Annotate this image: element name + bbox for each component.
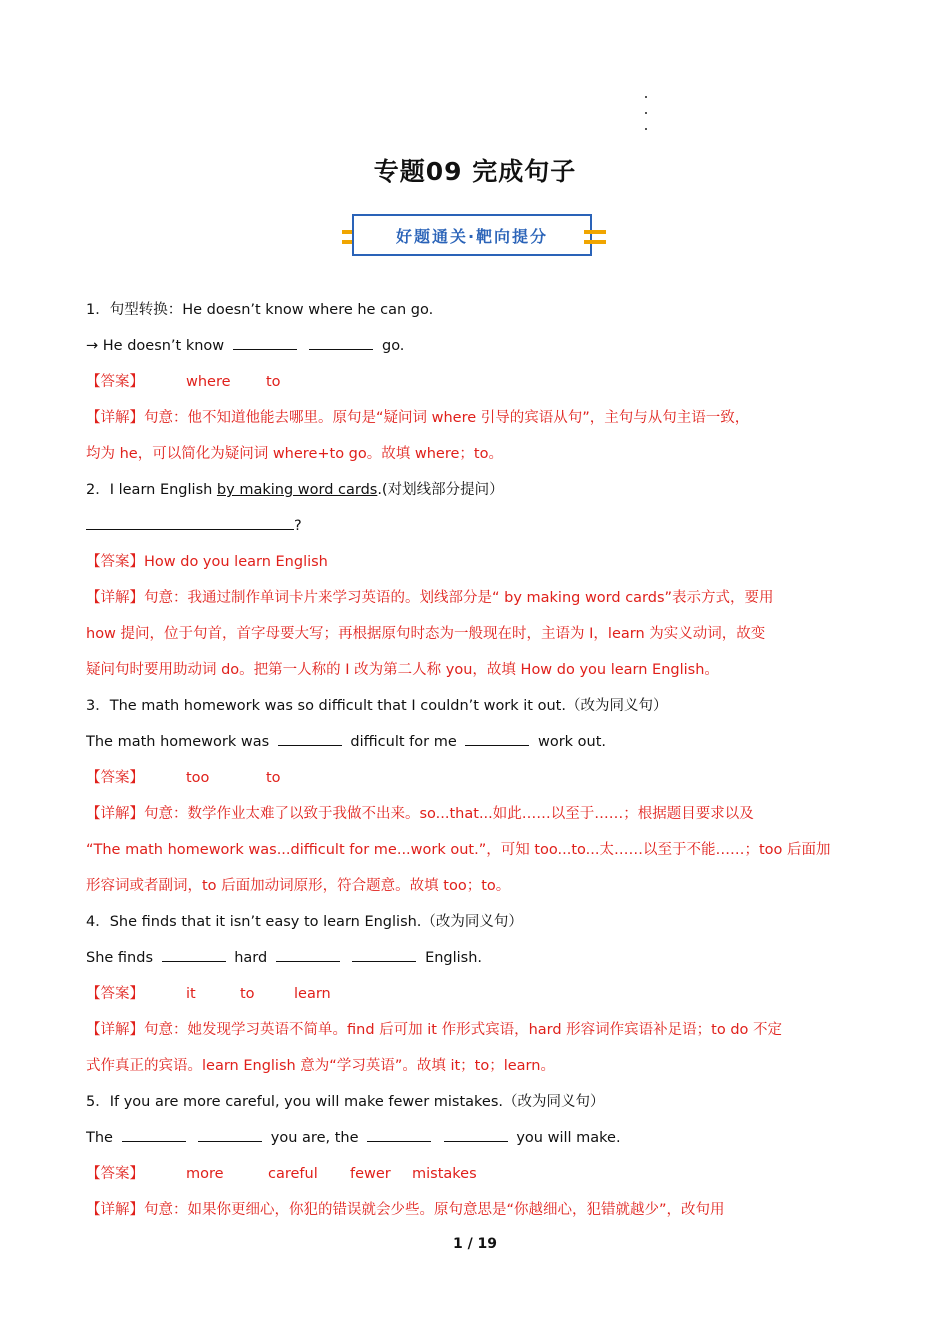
q2-detail-2: how 提问，位于句首，首字母要大写；再根据原句时态为一般现在时，主语为 I，learn 为实义动词，故变 — [86, 626, 766, 642]
q1-blank-1[interactable] — [233, 335, 297, 350]
q3-prompt-a: The math homework was — [86, 734, 270, 750]
q5-answer-2: careful — [268, 1166, 318, 1182]
q3-prompt-b: difficult for me — [350, 734, 457, 750]
banner-right-bar-bottom — [584, 240, 606, 244]
q3-detail-2: “The math homework was...difficult for me...work out.”，可知 too...to...太……以至于不能……；too 后面加 — [86, 842, 831, 858]
q5-prompt-a: The — [86, 1130, 113, 1146]
q5-blank-3[interactable] — [367, 1127, 431, 1142]
q3-answer-label: 【答案】 — [86, 770, 144, 786]
q2-detail-3: 疑问句时要用助动词 do。把第一人称的 I 改为第二人称 you，故填 How do you learn English。 — [86, 662, 719, 678]
q1-detail-2: 均为 he，可以简化为疑问词 where+to go。故填 where；to。 — [86, 446, 503, 462]
q1-prompt-a: → He doesn’t know — [86, 338, 225, 354]
q5-prompt-b: you are, the — [270, 1130, 359, 1146]
q1-answer — [86, 364, 862, 400]
q4-detail-1: 【详解】句意：她发现学习英语不简单。find 后可加 it 作形式宾语，hard 形容词作宾语补足语；to do 不定 — [86, 1022, 783, 1038]
q3-answer-1: too — [186, 770, 210, 786]
q1-answer-label: 【答案】 — [86, 374, 144, 390]
q2-text-b: .(对划线部分提问） — [377, 482, 504, 498]
q4-detail-2: 式作真正的宾语。learn English 意为“学习英语”。故填 it；to；learn。 — [86, 1058, 555, 1074]
q4-blank-2[interactable] — [276, 947, 340, 962]
q3-blank-1[interactable] — [278, 731, 342, 746]
banner-text: 好题通关·靶向提分 — [395, 226, 549, 246]
q2-prompt-end: ? — [294, 518, 302, 534]
q2-text — [86, 472, 862, 508]
q5-blank-4[interactable] — [444, 1127, 508, 1142]
q1-blank-2[interactable] — [309, 335, 373, 350]
q4-answer-3: learn — [294, 986, 331, 1002]
q5-answer-label: 【答案】 — [86, 1166, 144, 1182]
corner-marks — [645, 96, 649, 140]
q5-answer — [86, 1156, 862, 1192]
q1-prompt — [86, 328, 862, 364]
q2-prompt — [86, 508, 862, 544]
q4-answer-label: 【答案】 — [86, 986, 144, 1002]
q3-answer — [86, 760, 862, 796]
q5-detail-1: 【详解】句意：如果你更细心，你犯的错误就会少些。原句意思是“你越细心，犯错就越少”，改句用 — [86, 1202, 725, 1218]
q4-answer — [86, 976, 862, 1012]
q4-answer-2: to — [240, 986, 255, 1002]
q1-answer-2: to — [266, 374, 281, 390]
page-number: 1 / 19 — [452, 1236, 498, 1252]
q4-text: 4．She finds that it isn’t easy to learn English.（改为同义句） — [86, 914, 523, 930]
q3-prompt — [86, 724, 862, 760]
q2-blank[interactable] — [86, 515, 294, 530]
q3-blank-2[interactable] — [465, 731, 529, 746]
q3-detail-3: 形容词或者副词，to 后面加动词原形，符合题意。故填 too；to。 — [86, 878, 511, 894]
q2-answer-text: How do you learn English — [144, 554, 328, 570]
q4-blank-1[interactable] — [162, 947, 226, 962]
q5-prompt-c: you will make. — [516, 1130, 621, 1146]
q2-answer — [86, 544, 862, 580]
q1-detail-1: 【详解】句意：他不知道他能去哪里。原句是“疑问词 where 引导的宾语从句”，主句与从句主语一致， — [86, 410, 750, 426]
q5-blank-2[interactable] — [198, 1127, 262, 1142]
q1-text: 1．句型转换：He doesn’t know where he can go. — [86, 302, 434, 318]
q5-answer-4: mistakes — [412, 1166, 477, 1182]
q5-answer-3: fewer — [350, 1166, 391, 1182]
section-banner — [352, 214, 592, 256]
q2-underlined: by making word cards — [216, 482, 378, 498]
q2-text-a: 2．I learn English — [86, 482, 213, 498]
q4-blank-3[interactable] — [352, 947, 416, 962]
q4-prompt-c: English. — [425, 950, 483, 966]
q3-answer-2: to — [266, 770, 281, 786]
q5-text: 5．If you are more careful, you will make fewer mistakes.（改为同义句） — [86, 1094, 605, 1110]
q4-answer-1: it — [186, 986, 196, 1002]
q2-detail-1: 【详解】句意：我通过制作单词卡片来学习英语的。划线部分是“ by making word cards”表示方式，要用 — [86, 590, 774, 606]
q3-prompt-c: work out. — [537, 734, 607, 750]
q5-prompt — [86, 1120, 862, 1156]
q1-answer-1: where — [186, 374, 231, 390]
page-title: 专题09 完成句子 — [373, 157, 577, 186]
q4-prompt-a: She finds — [86, 950, 154, 966]
q5-blank-1[interactable] — [122, 1127, 186, 1142]
question-list — [86, 292, 862, 1228]
q4-prompt-b: hard — [234, 950, 268, 966]
q1-prompt-b: go. — [381, 338, 405, 354]
banner-right-bar-top — [584, 230, 606, 234]
q2-answer-label: 【答案】 — [86, 554, 144, 570]
q3-detail-1: 【详解】句意：数学作业太难了以致于我做不出来。so...that...如此……以至于……；根据题目要求以及 — [86, 806, 754, 822]
q5-answer-1: more — [186, 1166, 224, 1182]
q4-prompt — [86, 940, 862, 976]
q3-text: 3．The math homework was so difficult that I couldn’t work it out.（改为同义句） — [86, 698, 668, 714]
